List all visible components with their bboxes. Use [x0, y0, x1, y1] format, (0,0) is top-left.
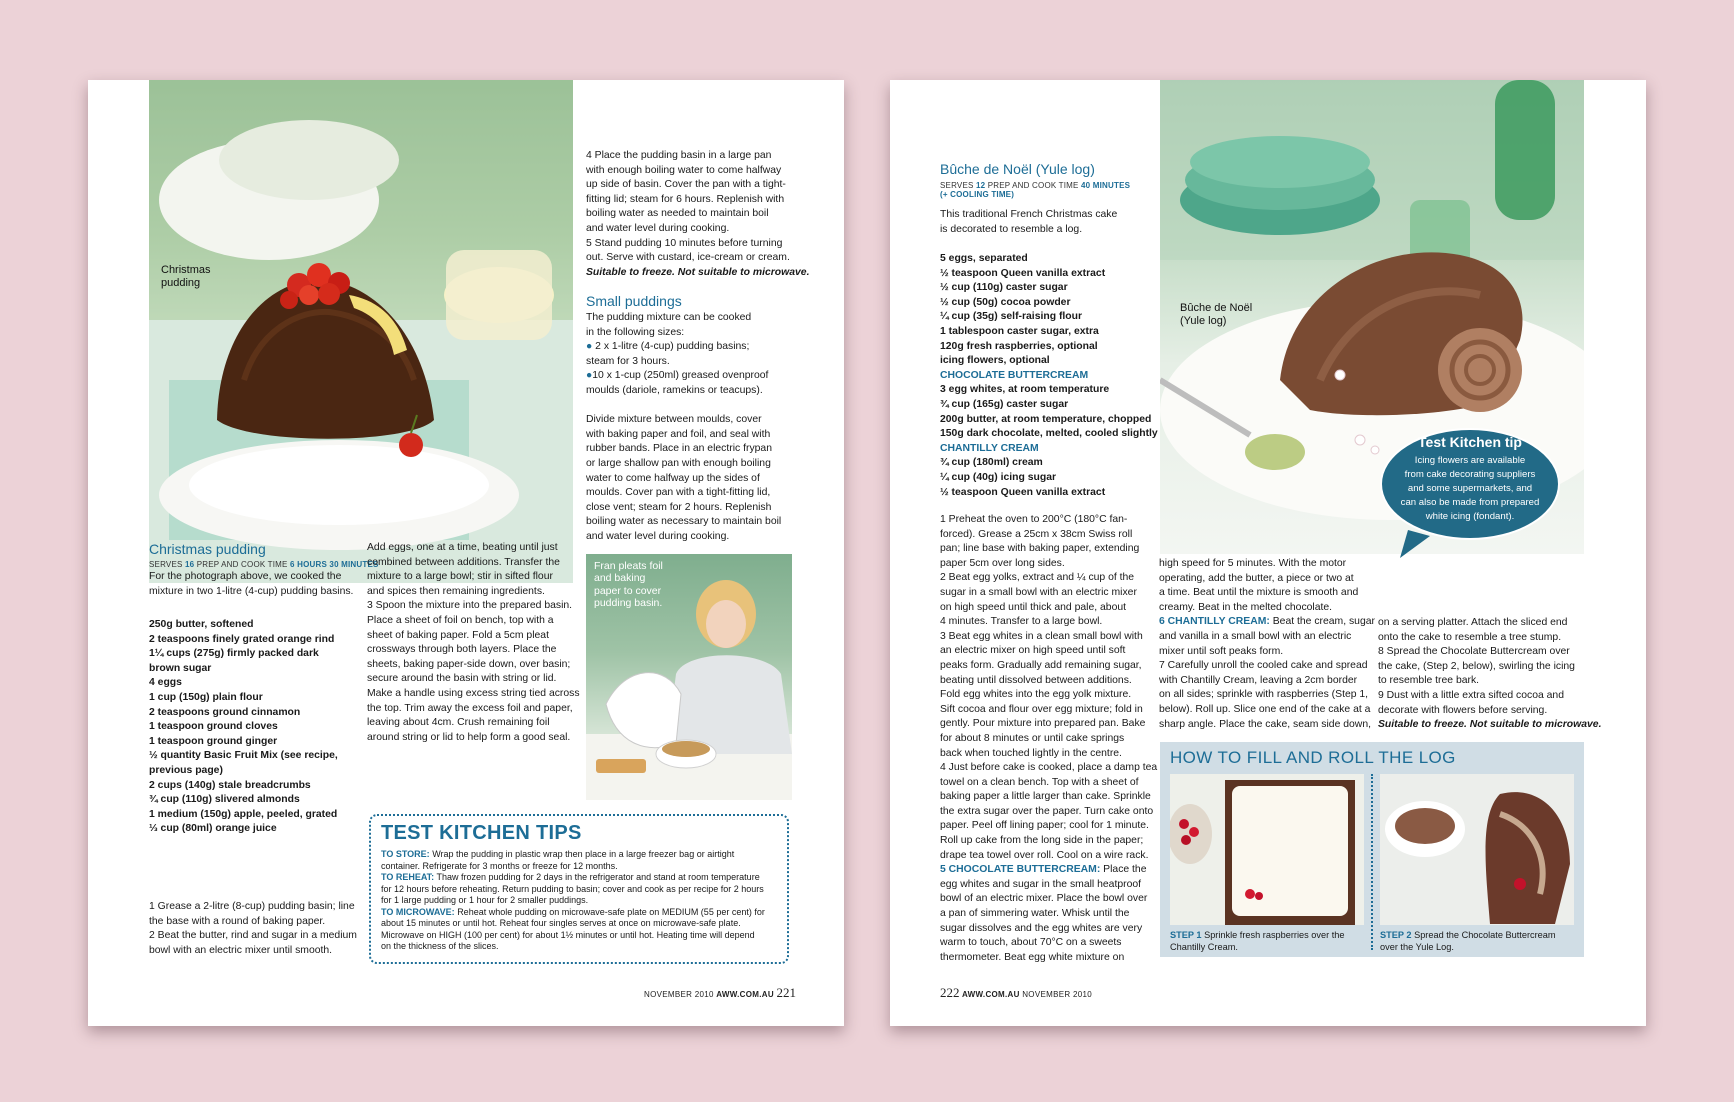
- ingredient-item: 1 teaspoon ground ginger: [149, 735, 278, 747]
- method-line: 2 Beat the butter, rind and sugar in a medium: [149, 930, 357, 942]
- method-line: mixture to a large bowl; stir in sifted flour: [367, 571, 553, 583]
- caption-line: (Yule log): [1180, 315, 1227, 327]
- small-method-line: moulds. Cover pan with a tight-fitting lid,: [586, 487, 771, 499]
- method-line: 3 Spoon the mixture into the prepared basin.: [367, 600, 573, 612]
- method-line: 7 Carefully unroll the cooled cake and spread: [1159, 660, 1368, 672]
- method-line: sugar dissolves and the egg whites are very: [940, 922, 1143, 934]
- method-line: to resemble tree bark.: [1378, 675, 1480, 687]
- recipe-meta: [149, 560, 379, 569]
- time-value: 6 HOURS 30 MINUTES: [290, 560, 379, 569]
- serves-label: SERVES: [940, 181, 974, 190]
- chantilly-cream-heading: CHANTILLY CREAM: [940, 442, 1039, 454]
- method-line: fitting lid; steam for 6 hours. Replenish with: [586, 193, 785, 205]
- method-line: a time. Beat until the mixture is smooth and: [1159, 587, 1359, 599]
- method-line: paper 5cm over long sides.: [940, 557, 1065, 569]
- method-line: leaving about 4cm. Crush remaining foil: [367, 717, 550, 729]
- method-line: combined between additions. Transfer the: [367, 556, 560, 568]
- how-to-box: [1160, 742, 1584, 957]
- tip-text: Reheat whole pudding on microwave-safe plate on MEDIUM (55 per cent) for: [457, 906, 765, 917]
- method-column-3: [586, 149, 809, 280]
- ingredient-item: 150g dark chocolate, melted, cooled slightly: [940, 428, 1158, 440]
- bullet-text: steam for 3 hours.: [586, 355, 670, 367]
- caption-line: pudding: [161, 277, 201, 289]
- time-value: 40 MINUTES: [1081, 181, 1131, 190]
- serves-value: 12: [975, 181, 986, 190]
- intro-line: is decorated to resemble a log.: [940, 223, 1083, 235]
- serves-value: 16: [184, 560, 195, 569]
- method-line: creamy. Beat in the melted chocolate.: [1159, 601, 1333, 613]
- method-line: and spices then remaining ingredients.: [367, 585, 545, 597]
- method-line: mixer until soft peaks form.: [1159, 645, 1284, 657]
- ingredient-item: ½ teaspoon Queen vanilla extract: [940, 486, 1106, 498]
- step6-label: 6 CHANTILLY CREAM:: [1159, 616, 1270, 628]
- pudding-photo-caption: [161, 264, 211, 290]
- step1-label: STEP 1: [1170, 930, 1202, 940]
- method-column-3: [1378, 616, 1601, 733]
- method-line: 5 Stand pudding 10 minutes before turning: [586, 237, 783, 249]
- ingredient-item: 4 eggs: [149, 677, 182, 689]
- ingredient-item: 1 cup (150g) plain flour: [149, 691, 263, 703]
- method-line: [1159, 615, 1375, 630]
- method-line: up side of basin. Cover the pan with a tight-: [586, 179, 786, 191]
- step2-caption: [1380, 930, 1556, 953]
- ingredient-item: ¾ cup (165g) caster sugar: [940, 398, 1069, 410]
- method-line: sharp angle. Place the cake, seam side down,: [1159, 718, 1371, 730]
- tip-line: from cake decorating suppliers: [1404, 469, 1536, 480]
- method-line: thermometer. Beat egg white mixture on: [940, 951, 1125, 963]
- fran-caption-line: Fran pleats foil: [594, 560, 663, 572]
- method-line: 1 Preheat the oven to 200°C (180°C fan-: [940, 514, 1128, 525]
- method-line: below). Roll up. Slice one end of the cake at a: [1159, 703, 1371, 715]
- ingredient-item: ¾ cup (110g) slivered almonds: [149, 794, 300, 806]
- method-line: operating, add the butter, a piece or two at: [1159, 572, 1354, 584]
- tip-store: [381, 849, 777, 861]
- ingredient-item: 1 medium (150g) apple, peeled, grated: [149, 808, 338, 820]
- caption-line: Bûche de Noël: [1180, 302, 1253, 314]
- small-method-line: close vent; steam for 2 hours. Replenish: [586, 501, 772, 513]
- tip-text: Thaw frozen pudding for 2 days in the refrigerator and stand at room temperature: [436, 872, 760, 882]
- fran-caption-line: paper to cover: [594, 584, 662, 597]
- method-line: and water level during cooking.: [586, 222, 730, 234]
- page-folio-right: [940, 985, 1092, 1001]
- bullet-text: 10 x 1-cup (250ml) greased ovenproof: [592, 370, 769, 382]
- method-line: Make a handle using excess string tied across: [367, 687, 580, 699]
- ingredients-list: [149, 618, 338, 837]
- method-line: 4 Just before cake is cooked, place a damp tea: [940, 762, 1158, 774]
- spacer: [586, 399, 781, 414]
- small-intro-line: in the following sizes:: [586, 326, 685, 338]
- ingredient-item: 250g butter, softened: [149, 619, 254, 630]
- step-text: Chantilly Cream.: [1170, 941, 1238, 952]
- time-extra: (+ COOLING TIME): [940, 190, 1015, 199]
- fran-caption-line: pudding basin.: [594, 597, 663, 610]
- tip-line: Icing flowers are available: [1414, 455, 1526, 466]
- step5-text: Place the: [1103, 864, 1147, 876]
- tip-microwave: [381, 907, 777, 919]
- step-text: Spread the Chocolate Buttercream: [1414, 930, 1556, 940]
- ingredient-item: 1 teaspoon ground cloves: [149, 721, 278, 733]
- step2-illustration: [1380, 774, 1574, 925]
- fran-caption-line: and baking: [594, 572, 646, 585]
- tip-line: white icing (fondant).: [1425, 511, 1515, 522]
- method-line: 4 Place the pudding basin in a large pan: [586, 150, 772, 161]
- tip-label: TO REHEAT:: [381, 872, 435, 882]
- method-column-1: [149, 900, 357, 958]
- method-line: out. Serve with custard, ice-cream or cream.: [586, 252, 790, 264]
- ingredient-item: previous page): [149, 764, 223, 776]
- method-line: 2 Beat egg yolks, extract and ¼ cup of the: [940, 572, 1135, 584]
- tip-text: Wrap the pudding in plastic wrap then place in a large freezer bag or airtight: [432, 849, 735, 859]
- method-line: bowl with an electric mixer until smooth.: [149, 944, 333, 956]
- ingredients-list: [940, 252, 1158, 500]
- tip-reheat: [381, 872, 777, 884]
- small-method-line: water to come halfway up the sides of: [586, 472, 760, 484]
- page-folio-left: [644, 985, 796, 1001]
- method-line: peaks form. Gradually add remaining sugar,: [940, 659, 1142, 671]
- step-text: Sprinkle fresh raspberries over the: [1204, 930, 1345, 940]
- method-line: gently. Pour mixture into prepared pan. Bake: [940, 718, 1146, 730]
- left-page: [88, 80, 844, 1026]
- ingredient-item: 2 teaspoons finely grated orange rind: [149, 633, 335, 645]
- pudding-photo: [149, 80, 573, 583]
- freeze-note: Suitable to freeze. Not suitable to microwave.: [1378, 719, 1602, 731]
- ingredient-item: ½ teaspoon Queen vanilla extract: [940, 267, 1106, 279]
- folio-site: AWW.COM.AU: [962, 990, 1020, 999]
- chocolate-buttercream-heading: CHOCOLATE BUTTERCREAM: [940, 369, 1089, 381]
- step2-photo: [1380, 774, 1574, 925]
- recipe-intro: [940, 208, 1117, 237]
- ingredient-item: 200g butter, at room temperature, chopped: [940, 413, 1152, 425]
- test-kitchen-tip-bubble: [1378, 426, 1562, 558]
- method-line: 9 Dust with a little extra sifted cocoa and: [1378, 689, 1564, 701]
- method-line: Roll up cake from the long side in the paper;: [940, 835, 1144, 847]
- method-line: sheets, baking paper-side down, over basin;: [367, 658, 571, 670]
- tip-text: Microwave on HIGH (100 per cent) for about 1½ minutes or until hot. Heating time will depend: [381, 929, 755, 940]
- method-line: sugar in a small bowl with an electric mixer: [940, 586, 1137, 598]
- caption-line: Christmas: [161, 264, 211, 276]
- method-line: 4 minutes. Transfer to a large bowl.: [940, 616, 1103, 628]
- method-line: baking paper a little larger than cake. Sprinkle: [940, 791, 1151, 803]
- tip-text: for 1 large pudding or 1 hour for 2 smaller puddings.: [381, 895, 589, 905]
- ingredient-item: brown sugar: [149, 662, 212, 674]
- method-line: the extra sugar over the paper. Turn cake onto: [940, 805, 1154, 817]
- method-line: on high speed until thick and pale, about: [940, 601, 1127, 613]
- method-line: Sift cocoa and flour over egg mixture; fold in: [940, 703, 1143, 715]
- ingredient-item: ½ cup (50g) cocoa powder: [940, 296, 1071, 308]
- method-line: the cake, (Step 2, below), swirling the icing: [1378, 660, 1575, 672]
- method-line: high speed for 5 minutes. With the motor: [1159, 558, 1347, 569]
- ingredient-item: ½ cup (110g) caster sugar: [940, 282, 1068, 294]
- step1-caption: [1170, 930, 1345, 953]
- how-to-title: HOW TO FILL AND ROLL THE LOG: [1170, 748, 1456, 767]
- bullet-icon: ●: [586, 341, 593, 353]
- ingredient-item: 2 cups (140g) stale breadcrumbs: [149, 779, 311, 791]
- pudding-illustration: [149, 80, 573, 583]
- step-divider: [1371, 774, 1373, 950]
- method-line: drape tea towel over roll. Cool on a wire rack.: [940, 849, 1149, 861]
- tip-body: [1378, 454, 1562, 524]
- small-method-line: and water level during cooking.: [586, 530, 730, 542]
- ingredient-item: 1 tablespoon caster sugar, extra: [940, 325, 1099, 337]
- small-bullet-2: [586, 369, 781, 384]
- method-line: around string or lid to help form a good seal.: [367, 731, 571, 743]
- method-line: an electric mixer on high speed until soft: [940, 645, 1126, 657]
- small-puddings-text: [586, 311, 781, 545]
- intro-line: This traditional French Christmas cake: [940, 209, 1118, 220]
- method-line: the base with a round of baking paper.: [149, 915, 326, 927]
- small-method-line: Divide mixture between moulds, cover: [586, 414, 762, 426]
- tip-text: about 15 minutes or until hot. Reheat four singles serves at once on microwave-safe plate.: [381, 918, 741, 928]
- recipe-title: Bûche de Noël (Yule log): [940, 161, 1095, 177]
- method-column-2: [367, 541, 580, 745]
- method-line: egg whites and sugar in the small heatproof: [940, 878, 1142, 890]
- method-line: sheet of baking paper. Fold a 5cm pleat: [367, 629, 549, 641]
- small-method-line: with baking paper and foil, and seal with: [586, 428, 771, 440]
- method-column-1: [940, 513, 1157, 965]
- ingredient-item: 2 teaspoons ground cinnamon: [149, 706, 301, 718]
- method-line: beating until dissolved between additions.: [940, 674, 1132, 686]
- step-text: over the Yule Log.: [1380, 941, 1454, 952]
- method-line: for about 8 minutes or until cake springs: [940, 732, 1125, 744]
- method-line: boiling water as needed to maintain boil: [586, 208, 769, 220]
- folio-date: NOVEMBER 2010: [1022, 990, 1092, 999]
- method-line: towel on a clean bench. Top with a sheet of: [940, 776, 1139, 788]
- freeze-note: Suitable to freeze. Not suitable to microwave.: [586, 266, 810, 278]
- folio-site: AWW.COM.AU: [716, 990, 774, 999]
- ingredient-item: 1¼ cups (275g) firmly packed dark: [149, 648, 319, 660]
- small-method-line: or large shallow pan with enough boiling: [586, 457, 771, 469]
- method-line: a pan of simmering water. Whisk until the: [940, 908, 1130, 920]
- method-column-2: [1159, 557, 1375, 732]
- small-intro-line: The pudding mixture can be cooked: [586, 312, 752, 323]
- step1-illustration: [1170, 774, 1364, 925]
- prep-label: PREP AND COOK TIME: [987, 181, 1079, 190]
- tip-line: can also be made from prepared: [1400, 497, 1540, 508]
- method-line: Place a sheet of foil on bench, top with a: [367, 614, 554, 626]
- ingredient-item: ½ quantity Basic Fruit Mix (see recipe,: [149, 750, 338, 762]
- method-line: with Chantilly Cream, leaving a 2cm border: [1159, 674, 1358, 686]
- page-number: 222: [940, 985, 960, 1000]
- method-line: pan; line base with baking paper, extending: [940, 543, 1140, 555]
- tip-text: container. Refrigerate for 3 months or freeze for 12 months.: [381, 860, 618, 871]
- tip-title: Test Kitchen tip: [1418, 434, 1522, 450]
- small-method-line: boiling water as necessary to maintain boil: [586, 516, 782, 528]
- step5-label: 5 CHOCOLATE BUTTERCREAM:: [940, 864, 1101, 876]
- ingredient-item: 5 eggs, separated: [940, 253, 1028, 264]
- method-line: forced). Grease a 25cm x 38cm Swiss roll: [940, 528, 1133, 540]
- method-line: 3 Beat egg whites in a clean small bowl with: [940, 630, 1143, 642]
- method-line: Add eggs, one at a time, beating until just: [367, 542, 558, 553]
- small-method-line: rubber bands. Place in an electric frypan: [586, 443, 772, 455]
- folio-date: NOVEMBER 2010: [644, 990, 714, 999]
- method-line: 1 Grease a 2-litre (8-cup) pudding basin; line: [149, 901, 355, 912]
- method-line: crossways through both layers. Place the: [367, 644, 557, 656]
- method-line: onto the cake to resemble a tree stump.: [1378, 631, 1562, 643]
- tip-label: TO MICROWAVE:: [381, 906, 455, 917]
- method-line: warm to touch, about 70°C on a sweets: [940, 937, 1122, 949]
- tip-text: for 12 hours before reheating. Return pudding to basin; cover and cook as per recipe for 2 hours: [381, 883, 764, 894]
- method-line: secure around the basin with string or lid.: [367, 673, 557, 685]
- method-line: paper. Peel off lining paper; cool for 1 minute.: [940, 820, 1149, 832]
- tip-label: TO STORE:: [381, 849, 430, 859]
- method-line: with enough boiling water to come halfway: [586, 164, 782, 176]
- ingredient-item: ⅓ cup (80ml) orange juice: [149, 823, 277, 835]
- ingredient-item: ¼ cup (40g) icing sugar: [940, 471, 1057, 483]
- yule-photo-caption: [1180, 302, 1252, 328]
- step6-text: Beat the cream, sugar: [1272, 616, 1375, 628]
- ingredient-item: icing flowers, optional: [940, 355, 1050, 367]
- method-line: 8 Spread the Chocolate Buttercream over: [1378, 646, 1570, 658]
- serves-label: SERVES: [149, 560, 183, 569]
- fran-caption: [594, 560, 663, 610]
- test-kitchen-tips-box: [369, 814, 789, 964]
- method-line: and vanilla in a small bowl with an electric: [1159, 630, 1352, 642]
- method-line: Fold egg whites into the egg yolk mixture.: [940, 689, 1132, 701]
- step2-label: STEP 2: [1380, 930, 1412, 940]
- method-line: on a serving platter. Attach the sliced end: [1378, 617, 1568, 628]
- method-line: [940, 863, 1157, 878]
- small-puddings-title: Small puddings: [586, 293, 682, 309]
- recipe-meta: [940, 181, 1130, 199]
- prep-label: PREP AND COOK TIME: [196, 560, 288, 569]
- method-line: the top. Trim away the excess foil and paper,: [367, 702, 573, 714]
- bullet-text: moulds (dariole, ramekins or teacups).: [586, 384, 763, 396]
- ingredient-item: ¼ cup (35g) self-raising flour: [940, 311, 1083, 323]
- small-bullet-1: [586, 340, 781, 355]
- tip-text: on the thickness of the slices.: [381, 941, 499, 951]
- right-page: [890, 80, 1646, 1026]
- ingredient-item: 120g fresh raspberries, optional: [940, 340, 1098, 352]
- intro-line: mixture in two 1-litre (4-cup) pudding basins.: [149, 585, 354, 597]
- method-line: on all sides; sprinkle with raspberries (Step 1,: [1159, 689, 1369, 701]
- page-number: 221: [776, 985, 796, 1000]
- ingredient-item: ¾ cup (180ml) cream: [940, 457, 1043, 469]
- step1-photo: [1170, 774, 1364, 925]
- method-line: decorate with flowers before serving.: [1378, 704, 1548, 716]
- recipe-title: Christmas pudding: [149, 541, 266, 557]
- intro-line: For the photograph above, we cooked the: [149, 571, 342, 582]
- tip-line: and some supermarkets, and: [1407, 483, 1533, 494]
- bullet-text: 2 x 1-litre (4-cup) pudding basins;: [595, 341, 750, 353]
- method-line: back when touched lightly in the centre.: [940, 747, 1122, 759]
- recipe-intro: [149, 570, 353, 599]
- method-line: bowl of an electric mixer. Place the bowl over: [940, 893, 1148, 905]
- ingredient-item: 3 egg whites, at room temperature: [940, 384, 1110, 396]
- bullet-icon: ●: [586, 370, 593, 382]
- tips-title: TEST KITCHEN TIPS: [381, 822, 582, 844]
